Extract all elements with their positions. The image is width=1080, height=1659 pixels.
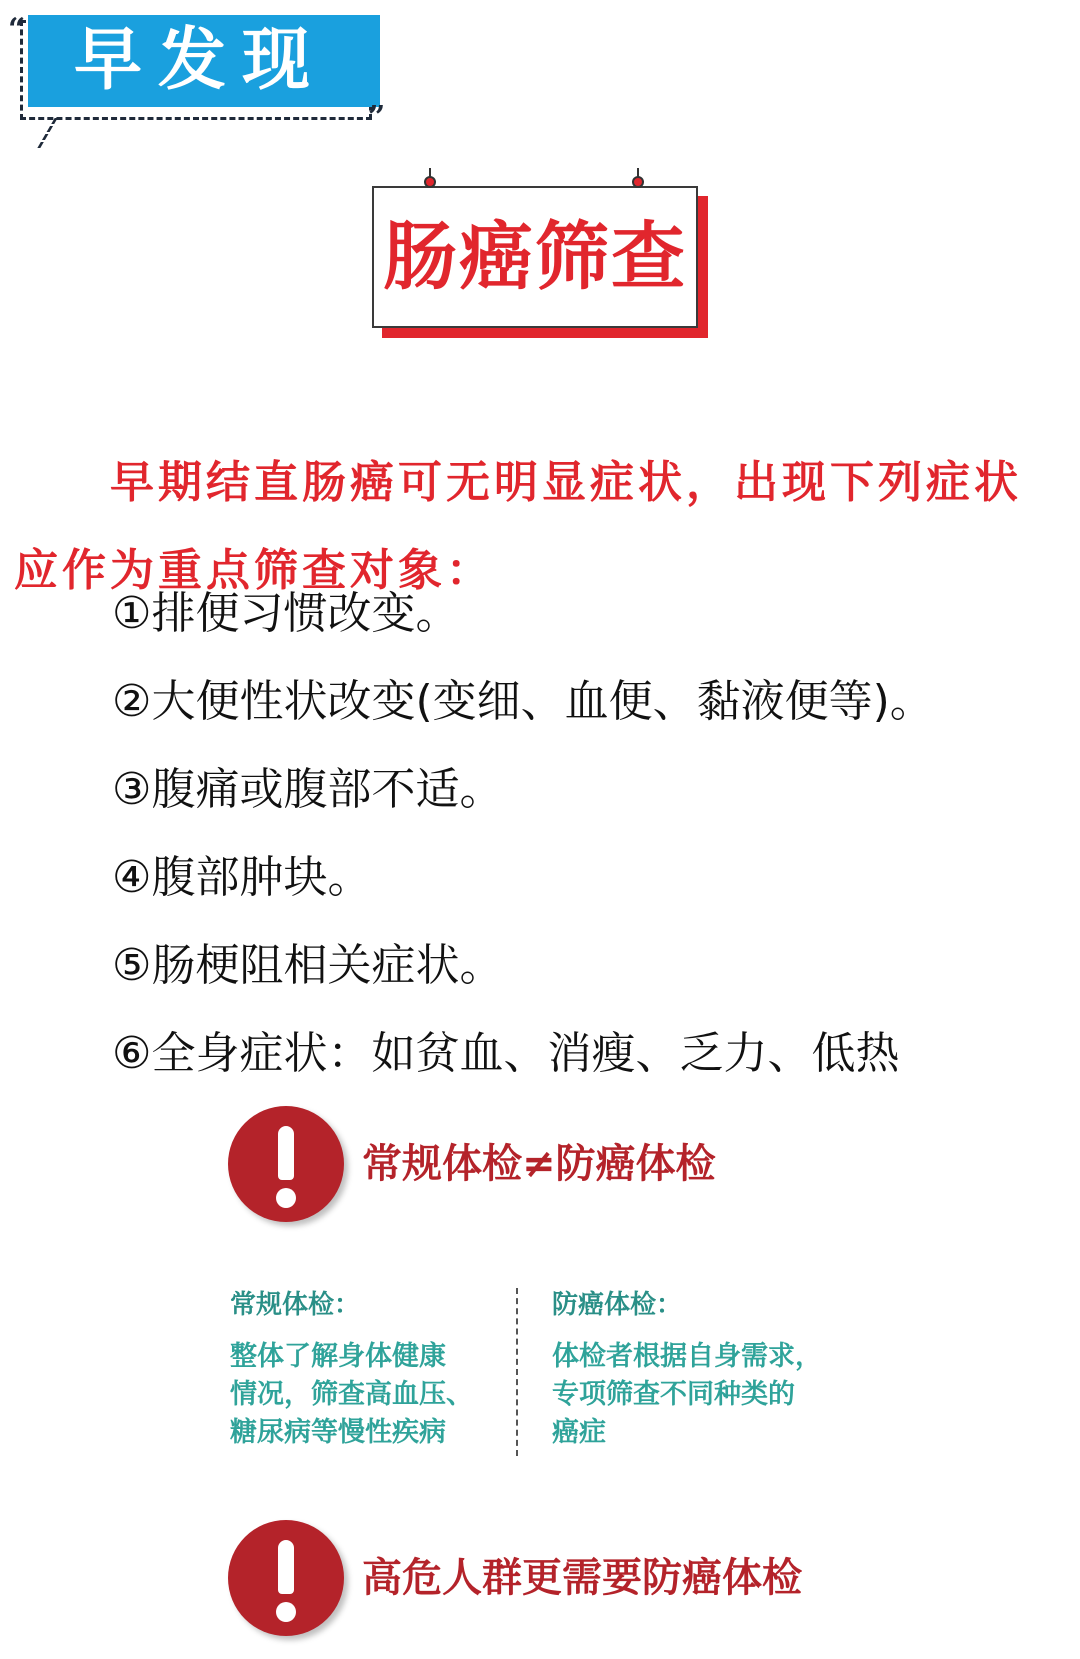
exclamation-icon: [228, 1520, 344, 1636]
close-quote-mark: ”: [368, 100, 386, 135]
list-item: ①排便习惯改变。: [112, 588, 460, 639]
column-body: [552, 1338, 872, 1452]
open-quote-mark: “: [8, 12, 26, 47]
body-line: 癌症: [552, 1417, 606, 1448]
column-divider: [516, 1288, 518, 1456]
hanging-sign: [372, 176, 708, 338]
symptom-list: [112, 570, 1072, 1098]
column-body: [230, 1338, 500, 1452]
list-item: ②大便性状改变(变细、血便、黏液便等)。: [112, 676, 934, 727]
list-item: ⑤肠梗阻相关症状。: [112, 940, 504, 991]
body-line: 体检者根据自身需求，: [552, 1341, 822, 1372]
exclamation-icon: [228, 1106, 344, 1222]
body-line: 专项筛查不同种类的: [552, 1379, 795, 1410]
checkup-comparison: [230, 1288, 870, 1458]
intro-paragraph: 早期结直肠癌可无明显症状，出现下列症状应作为重点筛查对象：: [14, 457, 1022, 596]
section-banner: [8, 12, 386, 140]
warning-row-checkup: [228, 1106, 1008, 1226]
sign-title: 肠癌筛查: [383, 214, 687, 300]
warning-text: 高危人群更需要防癌体检: [362, 1555, 802, 1601]
body-line: 情况，筛查高血压、: [230, 1379, 473, 1410]
column-heading: 防癌体检：: [552, 1290, 683, 1320]
list-item: ④腹部肿块。: [112, 852, 372, 903]
routine-checkup-column: [230, 1288, 500, 1452]
list-item: ⑥全身症状：如贫血、消瘦、乏力、低热: [112, 1028, 900, 1079]
column-heading: 常规体检：: [230, 1290, 361, 1320]
body-line: 整体了解身体健康: [230, 1341, 446, 1372]
list-item: ③腹痛或腹部不适。: [112, 764, 504, 815]
cancer-screening-column: [552, 1288, 872, 1452]
banner-title: 早发现: [74, 21, 327, 100]
banner-tail: [37, 118, 91, 148]
body-line: 糖尿病等慢性疾病: [230, 1417, 446, 1448]
warning-row-high-risk: [228, 1520, 1008, 1640]
warning-text: 常规体检≠防癌体检: [362, 1141, 716, 1187]
